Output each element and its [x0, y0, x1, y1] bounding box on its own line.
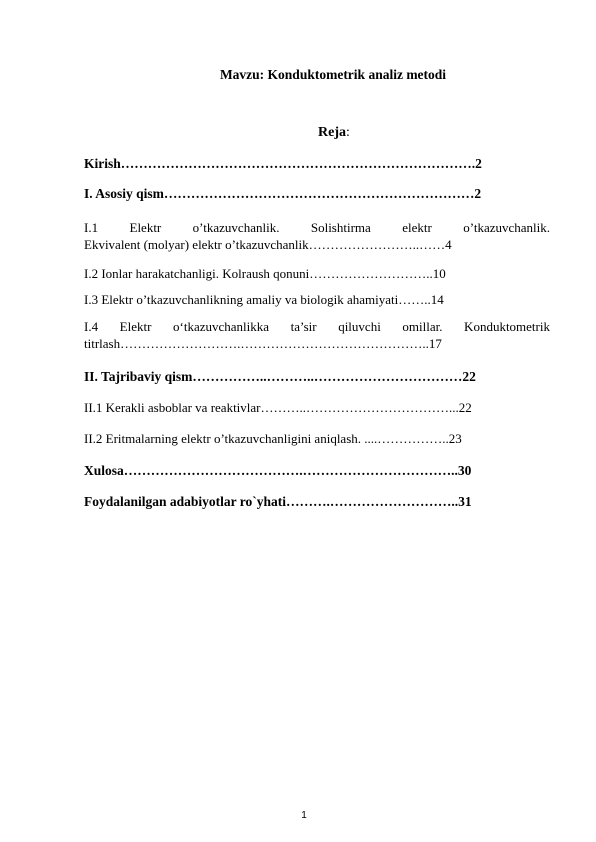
toc-item-1-1-line2: Ekvivalent (molyar) elektr o’tkazuvchanlik……………………..……4: [84, 237, 452, 252]
plan-heading: [0, 125, 596, 141]
toc-item-asosiy-qism: I. Asosiy qism……………………………………………………………2: [84, 186, 482, 201]
toc-item-2-1: II.1 Kerakli asboblar va reaktivlar………..……………………………...22: [84, 400, 472, 415]
toc-item-1-1-line1: I.1 Elektr o’tkazuvchanlik. Solishtirma elektr o’tkazuvchanlik.: [84, 220, 550, 235]
toc-item-tajribaviy-qism: II. Tajribaviy qism……………..………..……………………………22: [84, 369, 476, 384]
plan-heading-label: Reja: [318, 125, 347, 140]
toc-item-1-4-line1: I.4 Elektr o‘tkazuvchanlikka ta’sir qiluvchi omillar. Konduktometrik: [84, 319, 550, 334]
toc-item-1-3: I.3 Elektr o’tkazuvchanlikning amaliy va biologik ahamiyati……..14: [84, 292, 444, 307]
document-title: Mavzu: Konduktometrik analiz metodi: [219, 67, 447, 82]
toc-item-1-4-line2: titrlash……………………….……………………………………..17: [84, 336, 442, 351]
toc-item-xulosa: Xulosa………………………………….……………………………..30: [84, 463, 472, 478]
toc-item-1-2: I.2 Ionlar harakatchanligi. Kolraush qonuni………………………..10: [84, 266, 446, 281]
plan-heading-colon: :: [346, 125, 350, 140]
toc-item-1-4: [84, 318, 550, 352]
page-number: 1: [301, 810, 307, 821]
toc-item-adabiyotlar: Foydalanilgan adabiyotlar ro`yhati……….………………………..31: [84, 494, 472, 509]
toc-item-2-2: II.2 Eritmalarning elektr o’tkazuvchanligini aniqlash. ....……………..23: [84, 431, 462, 446]
toc-item-1-1: [84, 219, 550, 253]
toc-item-kirish: Kirish…………………………………………………………………….2: [84, 156, 482, 171]
